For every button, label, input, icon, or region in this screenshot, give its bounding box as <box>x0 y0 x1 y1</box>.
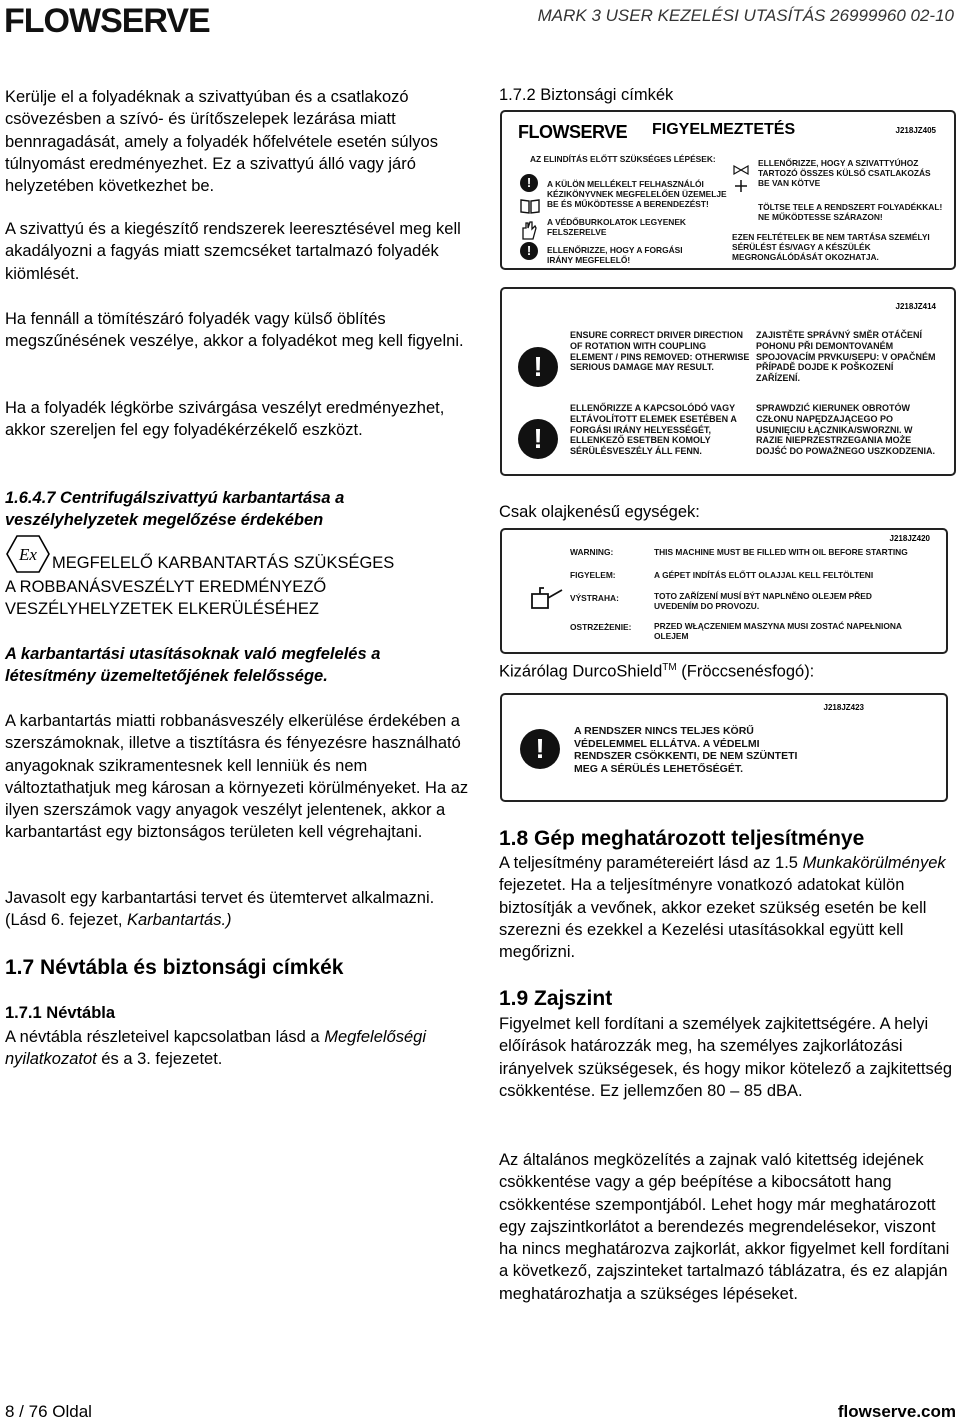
heading-1-7-1: 1.7.1 Névtábla <box>5 1004 116 1022</box>
label2-hu: ELLENŐRIZZE A KAPCSOLÓDÓ VAGY ELTÁVOLÍTOTT ELEMEK ESETÉBEN A FORGÁSI IRÁNY HELYESSÉGÉT, ELLENKEZŐ ESETBEN KOMOLY SÉRÜLÉSVESZÉLY ÁLL FENN. <box>570 403 737 457</box>
durcoshield-caption: Kizárólag DurcoShield™ (Fröccsenésfogó): <box>499 662 815 681</box>
label3-key-2: FIGYELEM: <box>570 570 616 580</box>
paragraph-leak-detector: Ha a folyadék légkörbe szivárgása veszélyt eredményezhet, akkor szereljen fel egy folyadékérzékelő eszközt. <box>5 399 445 440</box>
paragraph-drain: A szivattyú és a kiegészítő rendszerek leeresztésével meg kell akadályozni a fagyás miatt szemcséket tartalmazó folyadék kiömlését. <box>5 220 461 283</box>
safety-label-j218jz405 <box>500 110 956 270</box>
label3-val-4: PRZED WŁĄCZENIEM MASZYNA MUSI ZOSTAĆ NAPEŁNIONA OLEJEM <box>654 621 902 641</box>
ex-line-2: A ROBBANÁSVESZÉLYT EREDMÉNYEZŐ VESZÉLYHELYZETEK ELKERÜLÉSÉHEZ <box>5 578 327 619</box>
label4-exclaim-icon: ! <box>520 729 560 769</box>
link-karbantartas[interactable]: Karbantartás.) <box>127 911 232 930</box>
connection-valve-icon <box>732 158 750 203</box>
heading-1-7-2: 1.7.2 Biztonsági címkék <box>499 86 674 104</box>
link-munkakorulmenyek[interactable]: Munkakörülmények <box>802 854 946 872</box>
label4-code: J218JZ423 <box>823 703 864 712</box>
paragraph-performance: A teljesítmény paramétereiért lásd az 1.5 Munkakörülmények fejezetet. Ha a teljesítményre vonatkozó adatokat külön biztosítják a vevőnek, akkor ezeket szükség esetén be kell szerezni és ezekkel a Kezelési utasításokkal együtt kell megőrizni. <box>499 854 946 962</box>
paragraph-noise-2: Az általános megközelítés a zajnak való kitettség idejének csökkentése vagy a gép beépítése a kibocsátott hang csökkentése szempontjából. Lehet hogy már meghatározott egy zajszintkorlátot a berendezés megrendelésekor, viszont ha nincs meghatározva zajkorlát, akkor figyelmet kell fordítani a következő, zajszinteket tartalmazó táblázatra, és ez alapján meghatározhatja a szükséges lépéseket. <box>499 1151 950 1303</box>
label2-en: ENSURE CORRECT DRIVER DIRECTION OF ROTATION WITH COUPLING ELEMENT / PINS REMOVED: OTHERWISE SERIOUS DAMAGE MAY RESULT. <box>570 330 750 373</box>
label-line-1: A KÜLÖN MELLÉKELT FELHASZNÁLÓI KÉZIKÖNYVNEK MEGFELELŐEN ÜZEMELJE BE ÉS MŰKÖDTESSE A BERENDEZÉST! <box>547 179 727 209</box>
label2-exclaim-icon-1: ! <box>518 347 558 387</box>
label4-text: A RENDSZER NINCS TELJES KÖRŰ VÉDELEMMEL ELLÁTVA. A VÉDELMI RENDSZER CSÖKKENTI, DE NEM SZÜNTETI MEG A SÉRÜLÉS LEHETŐSÉGÉT. <box>574 725 798 775</box>
oil-caption: Csak olajkenésű egységek: <box>499 503 700 521</box>
label-right-3: EZEN FELTÉTELEK BE NEM TARTÁSA SZEMÉLYI SÉRÜLÉST ÉS/VAGY A KÉSZÜLÉK MEGRONGÁLÓDÁSÁT OKOZHATJA. <box>732 232 930 262</box>
label3-val-1: THIS MACHINE MUST BE FILLED WITH OIL BEFORE STARTING <box>654 547 908 557</box>
label2-exclaim-icon-2: ! <box>518 419 558 459</box>
label-right-1: ELLENŐRIZZE, HOGY A SZIVATTYÚHOZ TARTOZÓ ÖSSZES KÜLSŐ CSATLAKOZÁS BE VAN KÖTVE <box>758 158 931 188</box>
document-title: MARK 3 USER KEZELÉSI UTASÍTÁS 26999960 02-10 <box>537 6 954 25</box>
label-code: J218JZ405 <box>895 126 936 135</box>
page-number: 8 / 76 Oldal <box>5 1402 92 1421</box>
label3-key-3: VÝSTRAHA: <box>570 593 619 603</box>
label2-code: J218JZ414 <box>895 302 936 311</box>
paragraph-nameplate: A névtábla részleteivel kapcsolatban lásd a Megfelelőségi nyilatkozatot és a 3. fejezetet. <box>5 1028 427 1069</box>
label3-key-4: OSTRZEŻENIE: <box>570 622 632 632</box>
heading-1-8: 1.8 Gép meghatározott teljesítménye <box>499 827 865 850</box>
label3-code: J218JZ420 <box>889 534 930 543</box>
flowserve-logo: FLOWSERVE <box>4 2 210 40</box>
link-conformity[interactable]: Megfelelőségi nyilatkozatot <box>5 1028 427 1069</box>
warning-exclaim-icon: ! <box>520 174 538 192</box>
label2-cz: ZAJISTĚTE SPRÁVNÝ SMĚR OTÁČENÍ POHONU PŘI DEMONTOVANÉM SPOJOVACÍM PRVKU/SEPU: V OPAČNÉM PŘÍPADĚ DOJDE K POŠKOZENÍ ZAŘÍZENÍ. <box>756 330 936 384</box>
paragraph-noise-1: Figyelmet kell fordítani a személyek zajkitettségére. A helyi előírások határozzák meg, ha személyes zajkorlátozási irányelvek szükségesek, és hogy mikor kötelező a zajkitettség csökkentése. Ez jellemzően 80 – 85 dBA. <box>499 1015 953 1100</box>
footer-website[interactable]: flowserve.com <box>837 1402 956 1421</box>
ex-hexagon-icon <box>6 535 50 573</box>
label3-val-2: A GÉPET INDÍTÁS ELŐTT OLAJJAL KELL FELTÖLTENI <box>654 570 874 580</box>
heading-1-9: 1.9 Zajszint <box>499 987 613 1010</box>
label-line-3: ELLENŐRIZZE, HOGY A FORGÁSI IRÁNY MEGFELELŐ! <box>547 245 683 265</box>
paragraph-spark-free: A karbantartás miatti robbanásveszély elkerülése érdekében a szerszámoknak, illetve a tisztításra és fényezésre használható anyagoknak szikramentesnek kell lenniük és nem változtathatjuk meg károsan a környezeti körülményeket. Ha az ilyen szerszámok vagy anyagok veszélyt jelentenek, akkor a karbantartást egy biztonságos területen kell végrehajtani. <box>5 712 469 842</box>
safety-label-j218jz423 <box>500 693 948 802</box>
label-line-2: A VÉDŐBURKOLATOK LEGYENEK FELSZERELVE <box>547 217 686 237</box>
label3-key-1: WARNING: <box>570 547 614 557</box>
manual-book-icon <box>520 198 540 219</box>
heading-1-7: 1.7 Névtábla és biztonsági címkék <box>5 956 344 979</box>
paragraph-seal-liquid: Ha fennáll a tömítészáró folyadék vagy külső öblítés megszűnésének veszélye, akkor a folyadékot meg kell figyelni. <box>5 310 464 351</box>
paragraph-trapped-liquid: Kerülje el a folyadéknak a szivattyúban és a csatlakozó csövezésben a szívó- és ürítőszelepek lezárása miatt bennragadását, amely a folyadék hőfelvétele esetén súlyos túlnyomást eredményezhet. Ez a szivattyú álló vagy járó helyzetében következhet be. <box>5 88 438 196</box>
safety-label-j218jz414 <box>500 287 956 476</box>
warning-exclaim-icon-2: ! <box>520 242 538 260</box>
heading-1-6-4-7: 1.6.4.7 Centrifugálszivattyú karbantartása a veszélyhelyzetek megelőzése érdekében <box>5 489 345 529</box>
svg-text:Ex: Ex <box>19 545 37 564</box>
label2-pl: SPRAWDZIĆ KIERUNEK OBROTÓW CZŁONU NAPĘDZAJĄCEGO PO USUNIĘCIU ŁĄCZNIKA/SWORZNI. W RAZIE NIEPRZESTRZEGANIA MOŻE DOJŚĆ DO POWAŻNEGO USZKODZENIA. <box>756 403 936 457</box>
label-heading: AZ ELINDÍTÁS ELŐTT SZÜKSÉGES LÉPÉSEK: <box>530 154 716 164</box>
ex-line-1: MEGFELELŐ KARBANTARTÁS SZÜKSÉGES <box>52 554 395 572</box>
responsibility-note: A karbantartási utasításoknak való megfelelés a létesítmény üzemeltetőjének felelőssége. <box>5 645 381 686</box>
paragraph-maintenance-plan: Javasolt egy karbantartási tervet és ütemtervet alkalmazni. (Lásd 6. fejezet, Karbantartás.) <box>5 889 435 930</box>
label-logo: FLOWSERVE <box>518 122 628 142</box>
label-warning-title: FIGYELMEZTETÉS <box>652 121 796 138</box>
label-right-2: TÖLTSE TELE A RENDSZERT FOLYADÉKKAL! NE MŰKÖDTESSE SZÁRAZON! <box>758 202 943 222</box>
safety-label-j218jz420 <box>500 528 948 654</box>
label3-val-3: TOTO ZAŘÍZENÍ MUSÍ BÝT NAPLNĚNO OLEJEM PŘED UVEDENÍM DO PROVOZU. <box>654 591 872 611</box>
oil-can-icon <box>526 582 566 617</box>
